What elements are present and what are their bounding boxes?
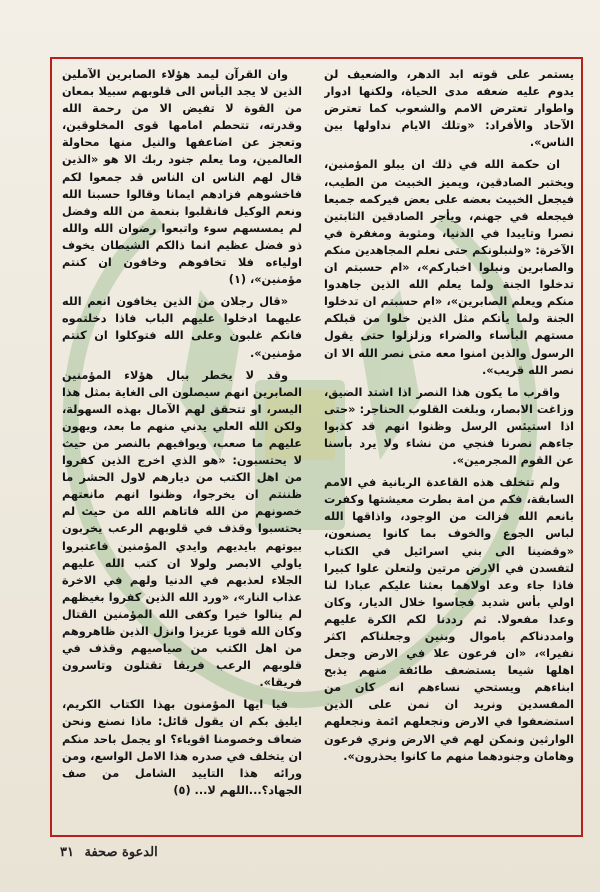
paragraph: «قال رجلان من الذين يخافون انعم الله عليهما ادخلوا عليهم الباب فاذا دخلتموه فانكم غلبون وعلى الله فتوكلوا ان كنتم مؤمنين». — [62, 295, 302, 360]
paragraph: وان القرآن ليمد هؤلاء الصابرين الآملين الذين لا يجد اليأس الى قلوبهم سبيلا بمعان من القوة لا تفيض الا من رحمة الله وقدرته، تتحطم امامها قوى المخلوقين، وتعجز عن اضاعفها والنيل منها محاولة العالمين، وما يعلم جنود ربك الا هو «الذين قال لهم الناس ان الناس قد جمعوا لكم فاخشوهم فزادهم ايمانا وقالوا حسبنا الله ونعم الوكيل فانقلبوا بنعمة من الله وفضل لم يمسسهم سوء واتبعوا رضوان الله والله ذو فضل عظيم انما ذالكم الشيطان يخوف اولياءه فلا تخافوهم وخافون ان كنتم مؤمنين»، (١) — [62, 68, 302, 287]
paragraph: يستمر على قوته ابد الدهر، والضعيف لن يدوم عليه ضعفه مدى الحياة، ولكنها ادوار واطوار تعترض الامم والشعوب كما تعترض الآحاد والأفراد: «وتلك الايام نداولها بين الناس». — [324, 68, 574, 150]
paragraph: ولم تتخلف هذه القاعدة الربانية في الامم السابقة، فكم من امة بطرت معيشتها وكفرت بانعم الله فزالت من الوجود، واذاقها الله لباس الجوع والخوف بما كانوا يصنعون، «وقضينا الى بني اسرائيل في الكتاب لتفسدن في الارض مرتين ولتعلن علوا كبيرا فاذا جاء وعد اولاهما بعثنا عليكم عبادا لنا اولي بأس شديد فجاسوا خلال الديار، وكان وعدا مفعولا. ثم رددنا لكم الكرة عليهم وامددناكم باموال وبنين وجعلناكم اكثر نفيرا»، «ان فرعون علا في الارض وجعل اهلها شيعا يستضعف طائفة منهم يذبح ابناءهم ويستحي نساءهم انه كان من المفسدين ونريد ان نمن على الذين استضعفوا في الارض ونجعلهم ائمة ونجعلهم الوارثين ونمكن لهم في الارض ونري فرعون وهامان وجنودهما منهم ما كانوا يحذرون». — [324, 476, 574, 763]
page-footer — [60, 845, 158, 860]
left-column — [62, 66, 302, 832]
right-column — [324, 66, 574, 832]
magazine-name: الدعوة — [122, 845, 158, 860]
paragraph: واقرب ما يكون هذا النصر اذا اشتد الضيق، وزاغت الابصار، وبلغت القلوب الحناجر: «حتى اذا استيئس الرسل وظنوا انهم قد كذبوا جاءهم نصرنا فنجي من نشاء ولا يرد بأسنا عن القوم المجرمين». — [324, 385, 574, 468]
paragraph: وقد لا يخطر ببال هؤلاء المؤمنين الصابرين انهم سيصلون الى الغاية بمثل هذا اليسر، او تتحقق لهم الآمال بهذه السهولة، ولكن الله العلي يدني منهم ما بعد، ويهون عليهم ما صعب، ويوافيهم بالنصر من حيث لا يحتسبون: «هو الذي اخرج الذين كفروا من اهل الكتب من ديارهم لاول الحشر ما ظننتم ان يخرجوا، وظنوا انهم مانعتهم خصونهم من الله فاتاهم الله من حيث لم يحتسبوا وقذف في قلوبهم الرعب يخربون بيوتهم بايديهم وايدي المؤمنين فاعتبروا ياولي الابصر ولولا ان كتب الله عليهم الجلاء لعذبهم في الدنيا ولهم في الاخرة عذاب النار»، «ورد الله الذين كفروا بغيظهم لم ينالوا خيرا وكفى الله المؤمنين القتال وكان الله قويا عزيزا وانزل الذين ظاهروهم من اهل الكتب من صياصيهم وقذف في قلوبهم الرعب فريقا تقتلون وتاسرون فريقا». — [62, 368, 302, 690]
paragraph: ان حكمة الله في ذلك ان يبلو المؤمنين، ويختبر الصادقين، ويميز الخبيث من الطيب، فيجعل الخبيث بعضه على بعض فيركمه جميعا فيجعله في جهنم، ويأجر الصادقين الثابتين نصرا وتاييدا في الدنيا، ومثوبة ومغفرة في الآخرة: «ولنبلونكم حتى نعلم المجاهدين منكم والصابرين ونبلوا اخباركم»، «ام حسبتم ان تدخلوا الجنة ولما يعلم الله الذين جاهدوا منكم ويعلم الصابرين»، «ام حسبتم ان تدخلوا الجنة ولما يأتكم مثل الذين خلوا من قبلكم مستهم البأساء والضراء وزلزلوا حتى يقول الرسول والذين امنوا معه متى نصر الله الا ان نصر الله قريب». — [324, 158, 574, 377]
page-number: ٣١ — [60, 845, 74, 860]
paragraph: فيا ايها المؤمنون بهذا الكتاب الكريم، ايليق بكم ان يقول قائل: ماذا نصنع ونحن ضعاف وخصومنا اقوياء؟ او يجمل باحد منكم ان يتخلف في صدره هذا الامل الواسع، ومن ورائه هذا التاييد الشامل من صف الجهاد؟...اللهم لا... (٥) — [62, 698, 302, 797]
page-label: صحفة — [84, 845, 118, 860]
